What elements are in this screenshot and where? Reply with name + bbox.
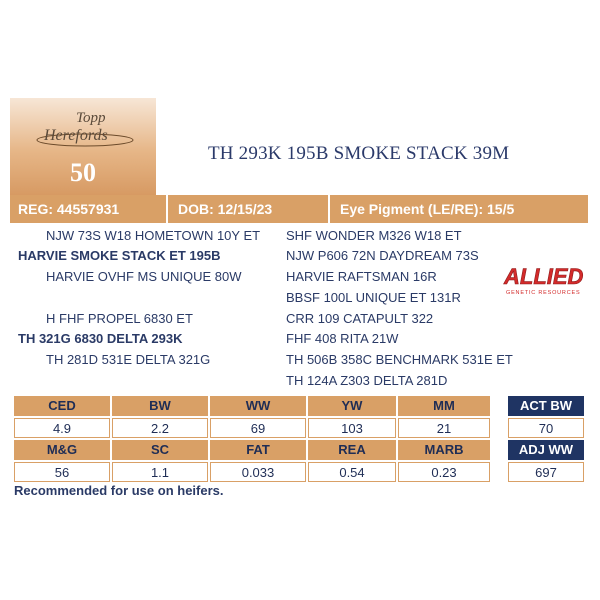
pedigree-sire: HARVIE SMOKE STACK ET 195B	[18, 248, 221, 263]
footer-note: Recommended for use on heifers.	[14, 483, 224, 498]
pedigree-dam-sire: H FHF PROPEL 6830 ET	[46, 311, 193, 326]
epd-header-ced: CED	[14, 396, 110, 416]
divider	[328, 195, 330, 223]
pedigree-sd-sire: HARVIE RAFTSMAN 16R	[286, 269, 437, 284]
reg-number: REG: 44557931	[18, 201, 120, 217]
pedigree-dd-sire: TH 506B 358C BENCHMARK 531E ET	[286, 352, 513, 367]
epd-header-marb: MARB	[398, 440, 490, 460]
epd-value-bw: 2.2	[112, 418, 208, 438]
epd-value-fat: 0.033	[210, 462, 306, 482]
topp-herefords-logo	[30, 104, 140, 154]
pedigree-sd-dam: BBSF 100L UNIQUE ET 131R	[286, 290, 461, 305]
pedigree-ss-sire: SHF WONDER M326 W18 ET	[286, 228, 462, 243]
epd-value-mm: 21	[398, 418, 490, 438]
allied-genetic-resources-logo	[502, 262, 586, 298]
epd-value-ced: 4.9	[14, 418, 110, 438]
svg-text:ALLIED: ALLIED	[504, 264, 584, 289]
info-bar	[10, 195, 588, 223]
epd-header-fat: FAT	[210, 440, 306, 460]
pedigree-dd-dam: TH 124A Z303 DELTA 281D	[286, 373, 448, 388]
epd-value-rea: 0.54	[308, 462, 396, 482]
epd-header-mm: MM	[398, 396, 490, 416]
epd-header-rea: REA	[308, 440, 396, 460]
lot-number: 50	[70, 158, 96, 187]
pedigree-ss-dam: NJW P606 72N DAYDREAM 73S	[286, 248, 479, 263]
act-bw-value: 70	[508, 418, 584, 438]
epd-value-mg: 56	[14, 462, 110, 482]
epd-value-ww: 69	[210, 418, 306, 438]
adj-ww-value: 697	[508, 462, 584, 482]
animal-name: TH 293K 195B SMOKE STACK 39M	[208, 143, 510, 164]
pedigree-dam: TH 321G 6830 DELTA 293K	[18, 331, 183, 346]
epd-header-sc: SC	[112, 440, 208, 460]
svg-text:GENETIC RESOURCES: GENETIC RESOURCES	[506, 290, 581, 296]
dob: DOB: 12/15/23	[178, 201, 273, 217]
divider	[166, 195, 168, 223]
pedigree-ds-dam: FHF 408 RITA 21W	[286, 331, 399, 346]
lot-card	[10, 98, 588, 500]
svg-text:Topp: Topp	[76, 110, 106, 126]
epd-header-ww: WW	[210, 396, 306, 416]
eye-pigment: Eye Pigment (LE/RE): 15/5	[340, 201, 515, 217]
epd-value-marb: 0.23	[398, 462, 490, 482]
epd-value-sc: 1.1	[112, 462, 208, 482]
epd-header-yw: YW	[308, 396, 396, 416]
pedigree-ds-sire: CRR 109 CATAPULT 322	[286, 311, 434, 326]
pedigree-sire-sire: NJW 73S W18 HOMETOWN 10Y ET	[46, 228, 261, 243]
pedigree-sire-dam: HARVIE OVHF MS UNIQUE 80W	[46, 269, 242, 284]
pedigree-dam-dam: TH 281D 531E DELTA 321G	[46, 352, 211, 367]
logo-panel	[10, 98, 156, 195]
adj-ww-label: ADJ WW	[508, 440, 584, 460]
epd-header-bw: BW	[112, 396, 208, 416]
epd-header-mg: M&G	[14, 440, 110, 460]
act-bw-label: ACT BW	[508, 396, 584, 416]
svg-text:Herefords: Herefords	[44, 127, 108, 144]
epd-value-yw: 103	[308, 418, 396, 438]
